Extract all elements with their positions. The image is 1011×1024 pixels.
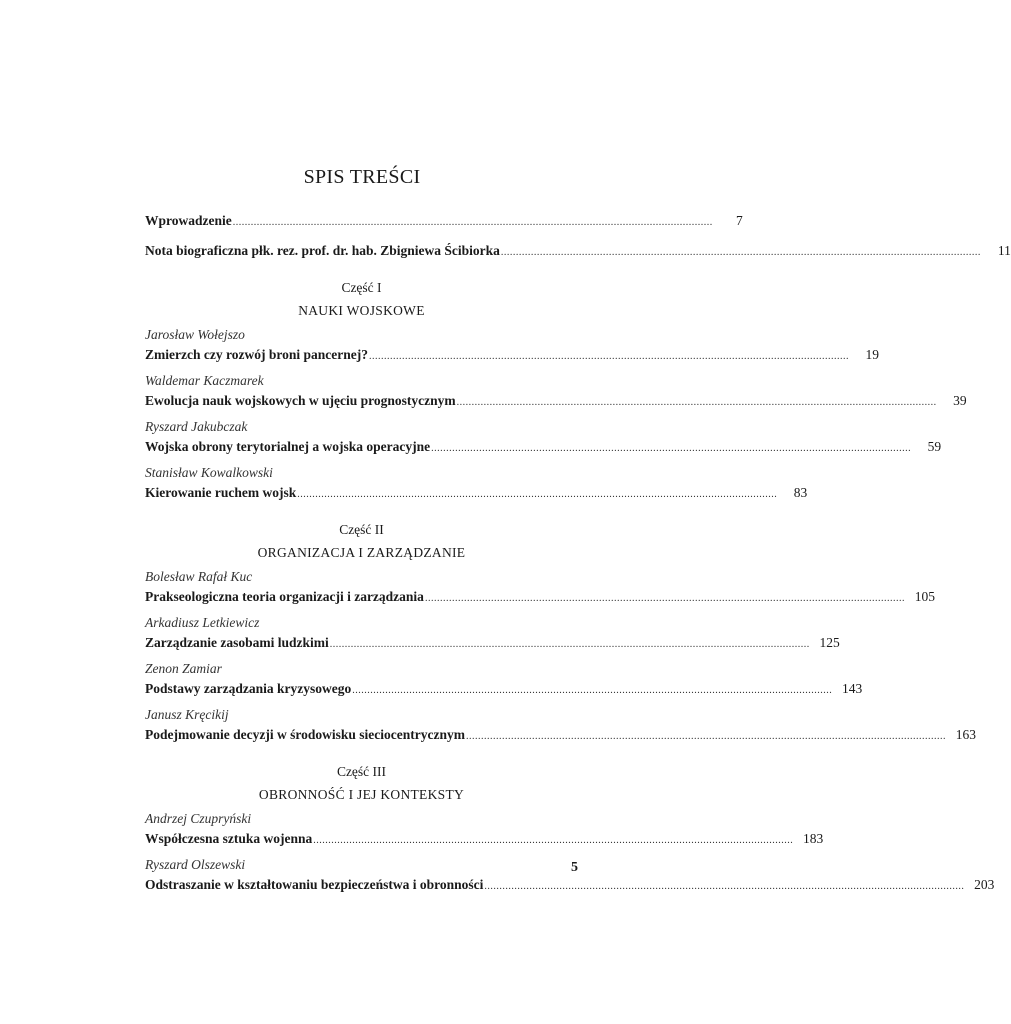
page-title: SPIS TREŚCI bbox=[303, 166, 421, 188]
toc-entry[interactable] bbox=[145, 392, 967, 412]
entry-page: 105 bbox=[914, 589, 935, 604]
entry-author: Jarosław Wołejszo bbox=[145, 327, 245, 342]
entry-title: Kierowanie ruchem wojsk bbox=[145, 485, 297, 500]
entry-title: Podstawy zarządzania kryzysowego bbox=[145, 681, 352, 696]
toc-entry[interactable] bbox=[145, 484, 808, 504]
leader-dots: ................................................................................................................................................................ bbox=[484, 881, 965, 892]
toc-entry[interactable] bbox=[145, 726, 976, 746]
toc-entry[interactable] bbox=[145, 876, 995, 896]
part-1-title: NAUKI WOJSKOWE bbox=[298, 303, 425, 318]
entry-page: 183 bbox=[803, 831, 824, 846]
toc-entry-introduction[interactable] bbox=[145, 212, 743, 232]
page-number: 5 bbox=[571, 860, 578, 875]
table-of-contents bbox=[145, 212, 1011, 896]
leader-dots: ................................................................................................................................................................ bbox=[431, 443, 912, 454]
entry-page: 59 bbox=[927, 439, 942, 454]
part-2-title: ORGANIZACJA I ZARZĄDZANIE bbox=[257, 545, 466, 560]
part-3-label: Część III bbox=[336, 764, 387, 779]
entry-title: Współczesna sztuka wojenna bbox=[145, 831, 313, 846]
entry-title: Ewolucja nauk wojskowych w ujęciu prognostycznym bbox=[145, 393, 456, 408]
entry-page: 83 bbox=[793, 485, 808, 500]
toc-entry[interactable] bbox=[145, 346, 879, 366]
entry-author: Janusz Kręcikij bbox=[145, 707, 229, 722]
entry-page: 163 bbox=[955, 727, 976, 742]
entry-page: 19 bbox=[865, 347, 879, 362]
entry-author: Zenon Zamiar bbox=[145, 661, 222, 676]
toc-entry-biographical-note[interactable] bbox=[145, 242, 1011, 262]
leader-dots: ................................................................................................................................................................ bbox=[500, 247, 981, 258]
leader-dots: ................................................................................................................................................................ bbox=[456, 397, 937, 408]
entry-author: Andrzej Czupryński bbox=[145, 811, 252, 826]
toc-entry[interactable] bbox=[145, 588, 935, 608]
leader-dots: ................................................................................................................................................................ bbox=[368, 351, 849, 362]
leader-dots: ................................................................................................................................................................ bbox=[329, 639, 810, 650]
entry-author: Waldemar Kaczmarek bbox=[145, 373, 264, 388]
entry-author: Stanisław Kowalkowski bbox=[145, 465, 273, 480]
entry-title: Odstraszanie w kształtowaniu bezpieczeństwa i obronności bbox=[145, 877, 484, 892]
entry-title: Zarządzanie zasobami ludzkimi bbox=[145, 635, 329, 650]
leader-dots: ................................................................................................................................................................ bbox=[297, 489, 778, 500]
toc-entry[interactable] bbox=[145, 680, 863, 700]
entry-title: Zmierzch czy rozwój broni pancernej? bbox=[145, 347, 368, 362]
entry-author: Ryszard Jakubczak bbox=[145, 419, 248, 434]
leader-dots: ................................................................................................................................................................ bbox=[424, 593, 905, 604]
leader-dots: ................................................................................................................................................................ bbox=[352, 685, 833, 696]
entry-author: Arkadiusz Letkiewicz bbox=[145, 615, 260, 630]
toc-entry[interactable] bbox=[145, 830, 824, 850]
entry-title: Prakseologiczna teoria organizacji i zarządzania bbox=[145, 589, 424, 604]
leader-dots: ................................................................................................................................................................ bbox=[232, 217, 713, 228]
entry-title: Wojska obrony terytorialnej a wojska operacyjne bbox=[145, 439, 431, 454]
entry-page: 11 bbox=[997, 243, 1011, 258]
entry-page: 7 bbox=[736, 213, 743, 228]
toc-entry[interactable] bbox=[145, 634, 840, 654]
entry-author: Ryszard Olszewski bbox=[145, 857, 246, 872]
entry-page: 143 bbox=[841, 681, 863, 696]
entry-author: Bolesław Rafał Kuc bbox=[145, 569, 253, 584]
entry-page: 39 bbox=[953, 393, 967, 408]
part-1-label: Część I bbox=[341, 280, 382, 295]
entry-page: 203 bbox=[974, 877, 995, 892]
part-3-title: OBRONNOŚĆ I JEJ KONTEKSTY bbox=[258, 787, 465, 802]
toc-entry[interactable] bbox=[145, 438, 942, 458]
entry-title: Wprowadzenie bbox=[145, 213, 232, 228]
leader-dots: ................................................................................................................................................................ bbox=[465, 731, 946, 742]
entry-title: Nota biograficzna płk. rez. prof. dr. hab. Zbigniewa Ścibiorka bbox=[145, 243, 500, 258]
entry-title: Podejmowanie decyzji w środowisku sieciocentrycznym bbox=[145, 727, 465, 742]
leader-dots: ................................................................................................................................................................ bbox=[313, 835, 794, 846]
part-2-label: Część II bbox=[339, 522, 384, 537]
entry-page: 125 bbox=[819, 635, 840, 650]
